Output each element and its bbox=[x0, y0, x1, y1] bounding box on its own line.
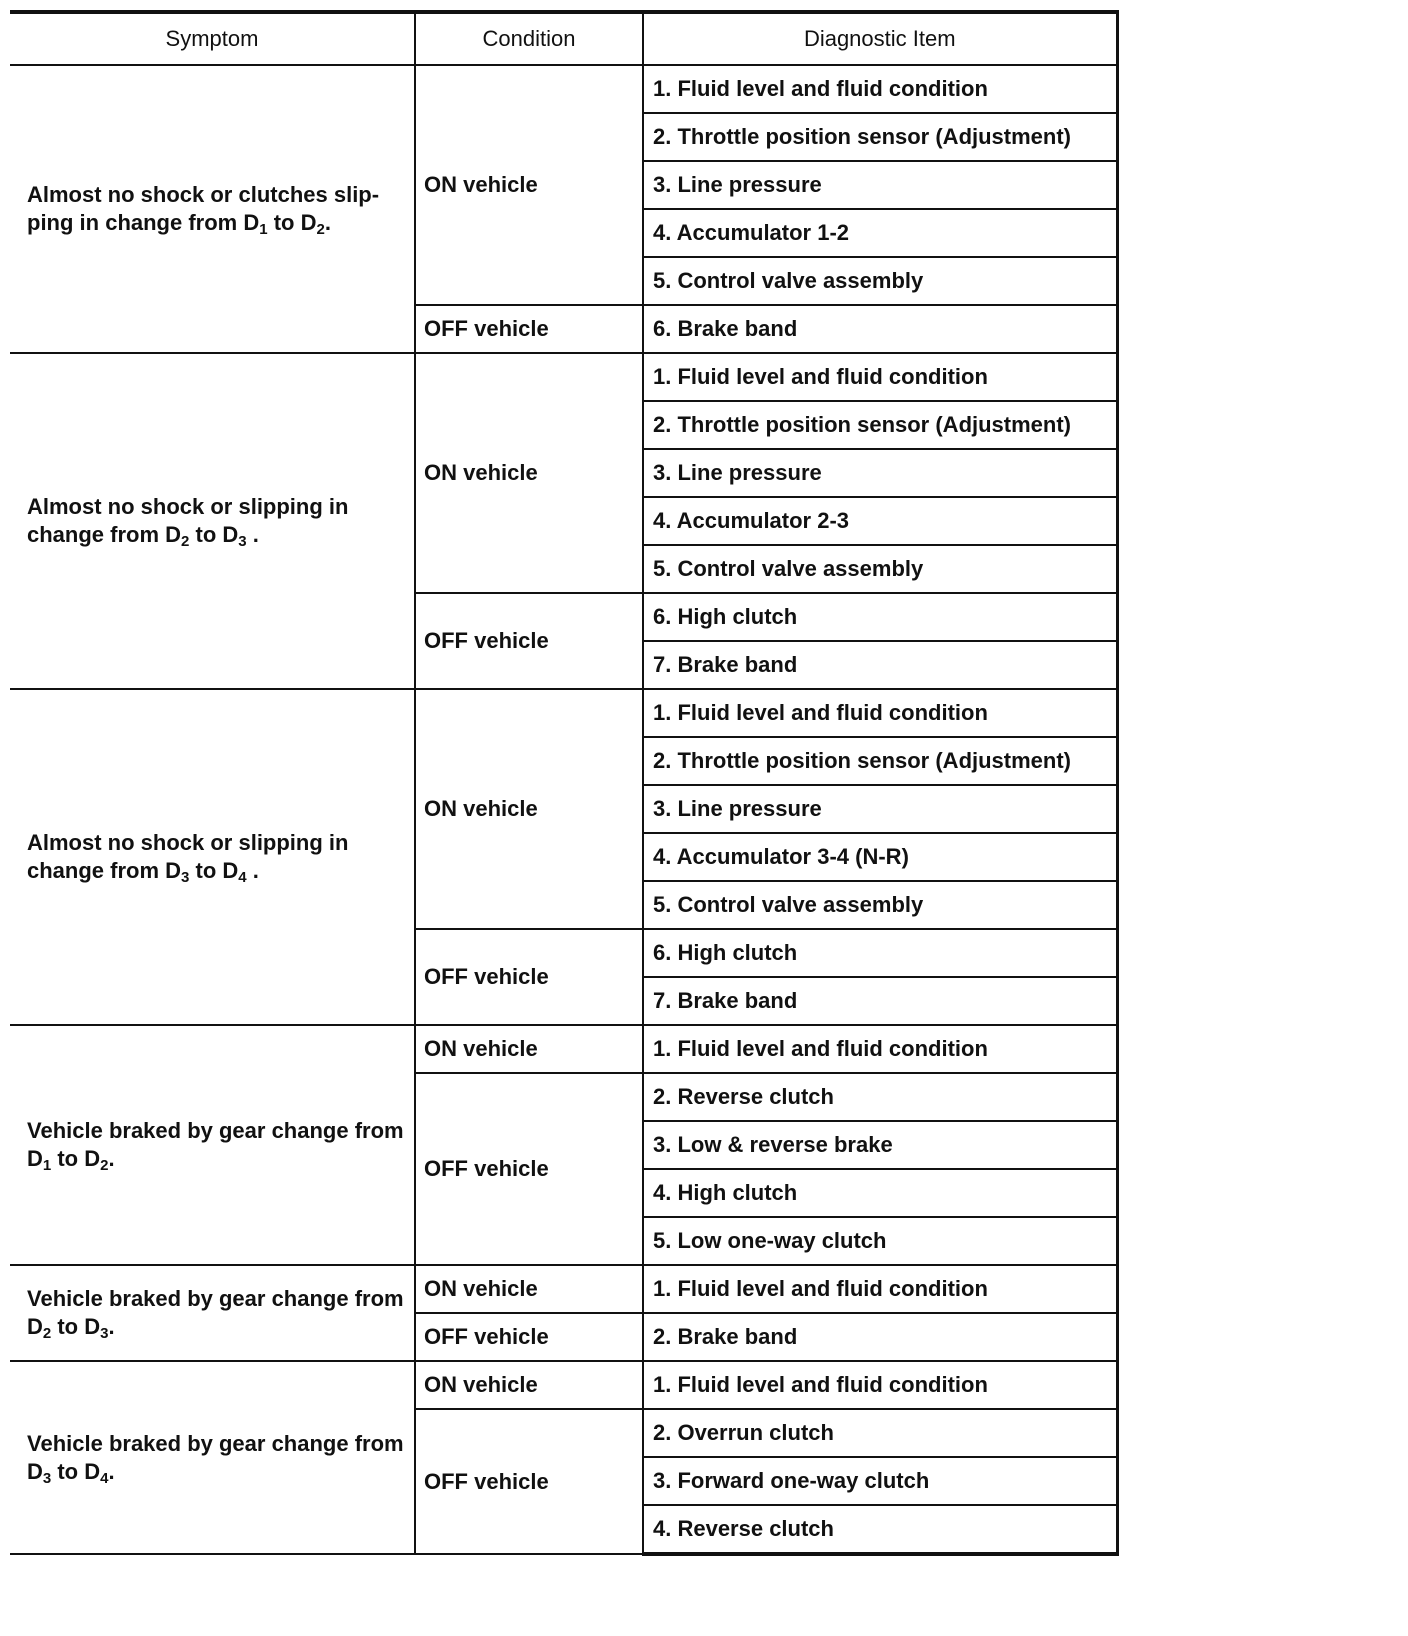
symptom-text: . bbox=[108, 1314, 115, 1339]
diagnostic-item-cell: 2. Throttle position sensor (Adjustment) bbox=[643, 401, 1117, 449]
header-condition: Condition bbox=[415, 12, 643, 65]
symptom-text: Almost no shock or slipping in bbox=[27, 494, 349, 519]
diagnostic-item-cell: 2. Throttle position sensor (Adjustment) bbox=[643, 113, 1117, 161]
diagnostic-item-cell: 2. Throttle position sensor (Adjustment) bbox=[643, 737, 1117, 785]
symptom-subscript: 1 bbox=[42, 1157, 52, 1174]
diagnostic-item-cell: 3. Line pressure bbox=[643, 785, 1117, 833]
symptom-subscript: 2 bbox=[181, 533, 190, 550]
condition-cell: OFF vehicle bbox=[415, 593, 643, 689]
header-diagnostic-item: Diagnostic Item bbox=[643, 12, 1117, 65]
table-row bbox=[10, 1025, 1117, 1073]
diagnostic-item-cell: 6. High clutch bbox=[643, 929, 1117, 977]
symptom-subscript: 2 bbox=[316, 221, 325, 238]
condition-cell: ON vehicle bbox=[415, 1361, 643, 1409]
diagnostic-table bbox=[10, 10, 1119, 1556]
symptom-text: Vehicle braked by gear change from bbox=[27, 1430, 404, 1456]
symptom-subscript: 2 bbox=[100, 1157, 109, 1174]
symptom-subscript: 4 bbox=[100, 1469, 109, 1487]
symptom-text: Vehicle braked by gear change from bbox=[27, 1118, 404, 1143]
symptom-text: . bbox=[324, 210, 331, 235]
diagnostic-item-cell: 1. Fluid level and fluid condition bbox=[643, 65, 1117, 113]
diagnostic-item-cell: 1. Fluid level and fluid condition bbox=[643, 689, 1117, 737]
table-row bbox=[10, 1361, 1117, 1409]
table-body bbox=[10, 65, 1117, 1554]
symptom-cell bbox=[10, 353, 415, 689]
symptom-text: to D bbox=[51, 1146, 101, 1171]
table-row bbox=[10, 1265, 1117, 1313]
symptom-subscript: 4 bbox=[238, 869, 247, 886]
symptom-cell bbox=[10, 1361, 415, 1554]
diagnostic-item-cell: 3. Line pressure bbox=[643, 161, 1117, 209]
diagnostic-item-cell: 1. Fluid level and fluid condition bbox=[643, 1265, 1117, 1313]
symptom-text: Almost no shock or slipping in bbox=[27, 830, 349, 855]
symptom-cell bbox=[10, 65, 415, 353]
condition-cell: OFF vehicle bbox=[415, 929, 643, 1025]
symptom-subscript: 3 bbox=[238, 533, 247, 550]
diagnostic-item-cell: 5. Control valve assembly bbox=[643, 257, 1117, 305]
symptom-text: . bbox=[108, 1458, 115, 1484]
condition-cell: OFF vehicle bbox=[415, 1313, 643, 1361]
diagnostic-item-cell: 1. Fluid level and fluid condition bbox=[643, 353, 1117, 401]
diagnostic-item-cell: 4. Accumulator 3-4 (N-R) bbox=[643, 833, 1117, 881]
diagnostic-item-cell: 4. Accumulator 1-2 bbox=[643, 209, 1117, 257]
symptom-text: D bbox=[27, 1458, 43, 1484]
symptom-text: to D bbox=[189, 858, 239, 883]
symptom-text: to D bbox=[51, 1314, 101, 1339]
diagnostic-item-cell: 5. Low one-way clutch bbox=[643, 1217, 1117, 1265]
symptom-text: change from D bbox=[27, 858, 182, 883]
diagnostic-item-cell: 2. Overrun clutch bbox=[643, 1409, 1117, 1457]
diagnostic-item-cell: 5. Control valve assembly bbox=[643, 881, 1117, 929]
diagnostic-item-cell: 6. High clutch bbox=[643, 593, 1117, 641]
symptom-subscript: 3 bbox=[181, 869, 190, 886]
symptom-text: D bbox=[27, 1146, 43, 1171]
symptom-text: to D bbox=[51, 1458, 101, 1484]
symptom-text: . bbox=[108, 1146, 115, 1171]
symptom-text: Almost no shock or clutches slip- bbox=[27, 182, 380, 207]
symptom-text: . bbox=[246, 522, 259, 547]
condition-cell: ON vehicle bbox=[415, 1025, 643, 1073]
diagnostic-item-cell: 4. Reverse clutch bbox=[643, 1505, 1117, 1554]
condition-cell: ON vehicle bbox=[415, 689, 643, 929]
table-row bbox=[10, 689, 1117, 737]
symptom-text: ping in change from D bbox=[27, 210, 260, 235]
symptom-text: to D bbox=[189, 522, 239, 547]
diagnostic-item-cell: 1. Fluid level and fluid condition bbox=[643, 1361, 1117, 1409]
symptom-text: D bbox=[27, 1314, 43, 1339]
condition-cell: ON vehicle bbox=[415, 65, 643, 305]
symptom-text: change from D bbox=[27, 522, 182, 547]
symptom-subscript: 3 bbox=[100, 1325, 109, 1342]
symptom-subscript: 2 bbox=[42, 1325, 52, 1342]
diagnostic-item-cell: 6. Brake band bbox=[643, 305, 1117, 353]
symptom-cell bbox=[10, 689, 415, 1025]
diagnostic-item-cell: 3. Low & reverse brake bbox=[643, 1121, 1117, 1169]
header-symptom: Symptom bbox=[10, 12, 415, 65]
condition-cell: OFF vehicle bbox=[415, 1409, 643, 1554]
diagnostic-item-cell: 4. Accumulator 2-3 bbox=[643, 497, 1117, 545]
symptom-text: Vehicle braked by gear change from bbox=[27, 1286, 404, 1311]
diagnostic-item-cell: 3. Forward one-way clutch bbox=[643, 1457, 1117, 1505]
symptom-cell bbox=[10, 1265, 415, 1361]
header-row bbox=[10, 12, 1117, 65]
table-row bbox=[10, 353, 1117, 401]
symptom-text: . bbox=[246, 858, 259, 883]
condition-cell: ON vehicle bbox=[415, 1265, 643, 1313]
diagnostic-item-cell: 7. Brake band bbox=[643, 641, 1117, 689]
diagnostic-item-cell: 7. Brake band bbox=[643, 977, 1117, 1025]
symptom-subscript: 3 bbox=[42, 1469, 52, 1487]
condition-cell: ON vehicle bbox=[415, 353, 643, 593]
diagnostic-item-cell: 2. Reverse clutch bbox=[643, 1073, 1117, 1121]
diagnostic-item-cell: 3. Line pressure bbox=[643, 449, 1117, 497]
symptom-text: to D bbox=[267, 210, 317, 235]
diagnostic-item-cell: 5. Control valve assembly bbox=[643, 545, 1117, 593]
condition-cell: OFF vehicle bbox=[415, 305, 643, 353]
diagnostic-item-cell: 1. Fluid level and fluid condition bbox=[643, 1025, 1117, 1073]
condition-cell: OFF vehicle bbox=[415, 1073, 643, 1265]
table-row bbox=[10, 65, 1117, 113]
diagnostic-item-cell: 2. Brake band bbox=[643, 1313, 1117, 1361]
diagnostic-item-cell: 4. High clutch bbox=[643, 1169, 1117, 1217]
symptom-cell bbox=[10, 1025, 415, 1265]
symptom-subscript: 1 bbox=[259, 221, 268, 238]
